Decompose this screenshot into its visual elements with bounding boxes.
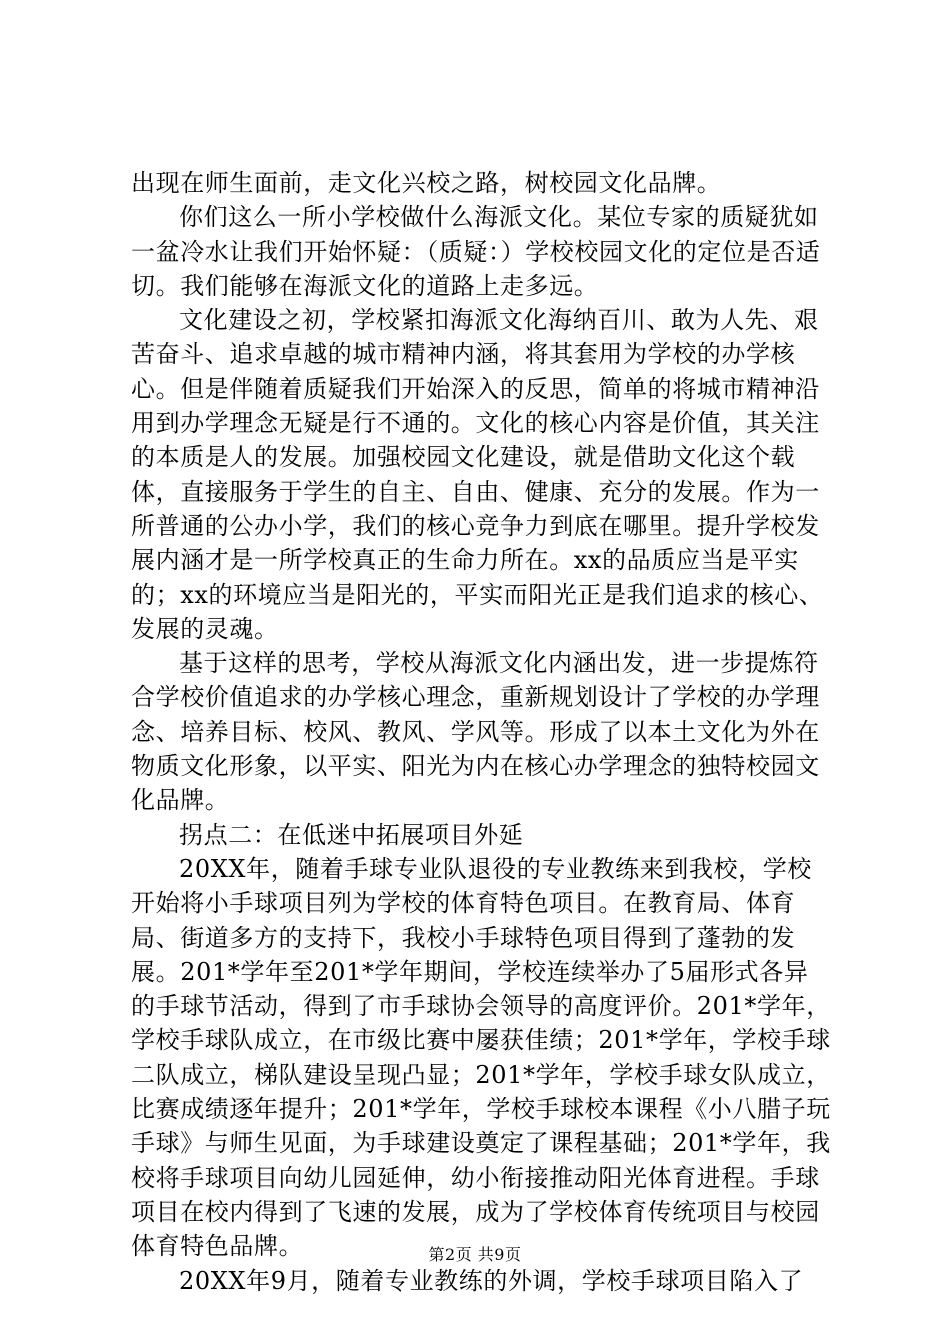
paragraph: 20XX年，随着手球专业队退役的专业教练来到我校，学校开始将小手球项目列为学校的体育特色项目。在教育局、体育局、街道多方的支持下，我校小手球特色项目得到了蓬勃的发展。201*学年至201*学年期间，学校连续举办了5届形式各异的手球节活动，得到了市手球协会领导的高度评价。201*学年，学校手球队成立，在市级比赛中屡获佳绩；201*学年，学校手球二队成立，梯队建设呈现凸显；201*学年，学校手球女队成立，比赛成绩逐年提升；201*学年，学校手球校本课程《小八腊子玩手球》与师生见面，为手球建设奠定了课程基础；201*学年，我校将手球项目向幼儿园延伸，幼小衔接推动阳光体育进程。手球项目在校内得到了飞速的发展，成为了学校体育传统项目与校园体育特色品牌。 [131, 854, 831, 1261]
paragraph: 基于这样的思考，学校从海派文化内涵出发，进一步提炼符合学校价值追求的办学核心理念，重新规划设计了学校的办学理念、培养目标、校风、教风、学风等。形成了以本土文化为外在物质文化形象，以平实、阳光为内在核心办学理念的独特校园文化品牌。 [131, 649, 820, 815]
section-heading: 拐点二：在低迷中拓展项目外延 [179, 820, 524, 849]
page-footer: 第2页 共9页 [428, 1245, 522, 1264]
paragraph: 文化建设之初，学校紧扣海派文化海纳百川、敢为人先、艰苦奋斗、追求卓越的城市精神内涵，将其套用为学校的办学核心。但是伴随着质疑我们开始深入的反思，简单的将城市精神沿用到办学理念无疑是行不通的。文化的核心内容是价值，其关注的本质是人的发展。加强校园文化建设，就是借助文化这个载体，直接服务于学生的自主、自由、健康、充分的发展。作为一所普通的公办小学，我们的核心竞争力到底在哪里。提升学校发展内涵才是一所学校真正的生命力所在。xx的品质应当是平实的；xx的环境应当是阳光的，平实而阳光正是我们追求的核心、发展的灵魂。 [131, 306, 824, 643]
paragraph-continuation: 出现在师生面前，走文化兴校之路，树校园文化品牌。 [131, 169, 722, 197]
paragraph: 20XX年9月，随着专业教练的外调，学校手球项目陷入了 [179, 1266, 804, 1295]
document-body [131, 166, 831, 1298]
paragraph: 你们这么一所小学校做什么海派文化。某位专家的质疑犹如一盆冷水让我们开始怀疑：（质疑：）学校校园文化的定位是否适切。我们能够在海派文化的道路上走多远。 [131, 203, 821, 300]
